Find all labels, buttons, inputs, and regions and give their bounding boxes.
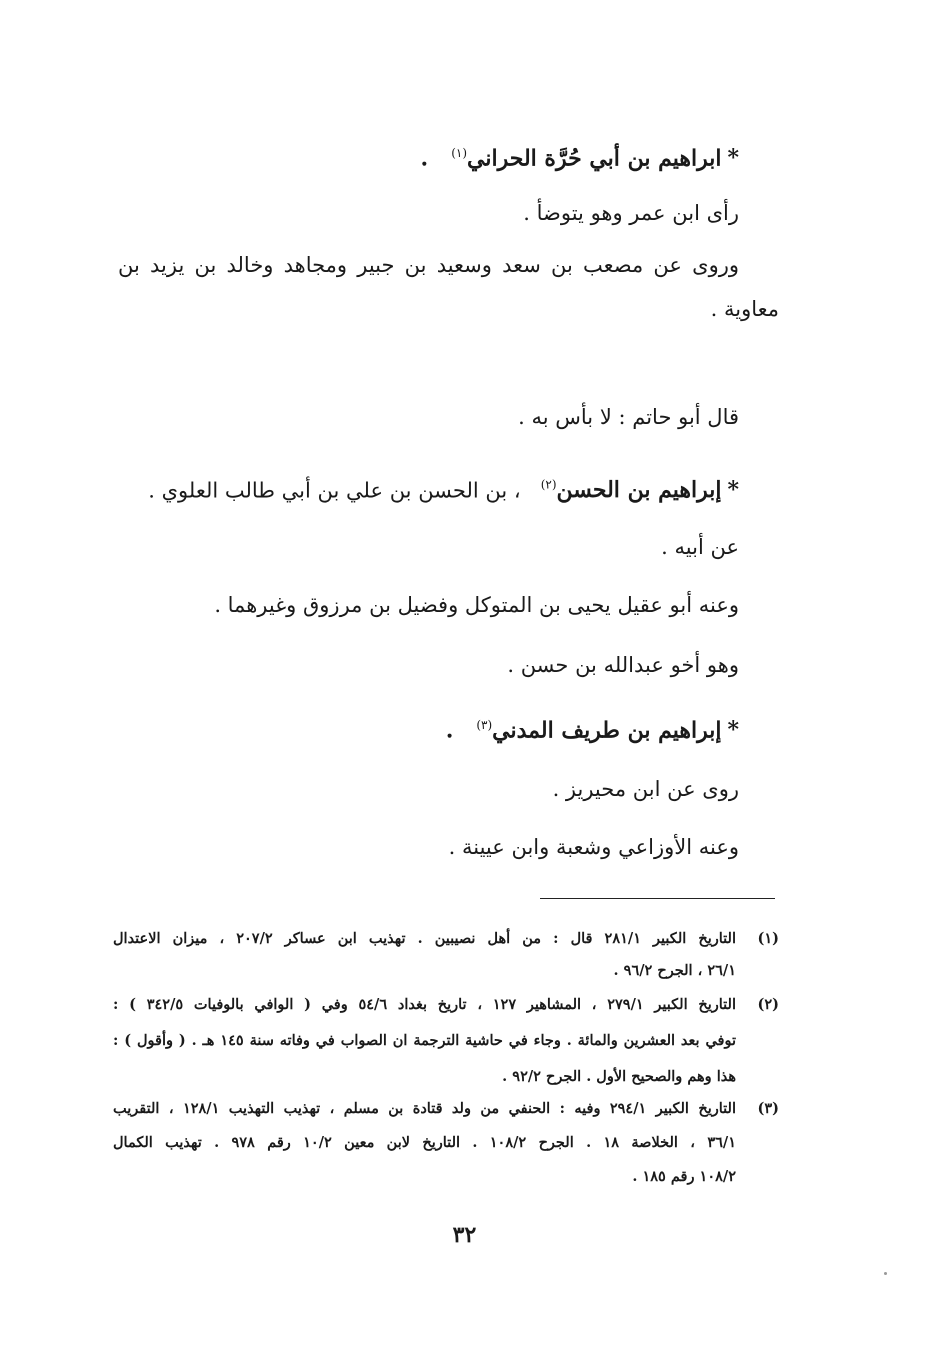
footnote-number: (٣) <box>757 1100 779 1117</box>
entry-star: * <box>727 717 739 744</box>
entry-rest: ، بن الحسن بن علي بن أبي طالب العلوي . <box>148 478 521 503</box>
footnote-line: التاريخ الكبير ٢٧٩/١ ، المشاهير ١٢٧ ، تاريخ بغداد ٥٤/٦ وفي ( الوافي بالوفيات ٣٤٢/٥ ) : <box>113 996 737 1013</box>
body-line: وعنه أبو عقيل يحيى بن المتوكل وفضيل بن مرزوق وغيرهما . <box>214 593 739 617</box>
footnote-line: توفي بعد العشرين والمائة . وجاء في حاشية الترجمة ان الصواب في وفاته سنة ١٤٥ هـ . ( وأقول ) : <box>113 1032 736 1049</box>
entry-star: * <box>727 477 739 504</box>
body-line: وعنه الأوزاعي وشعبة وابن عيينة . <box>448 835 739 859</box>
body-line: معاوية . <box>710 297 779 321</box>
footnote-ref: (١) <box>451 146 468 160</box>
body-line: روى عن ابن محيريز . <box>552 777 739 801</box>
footnote-line: التاريخ الكبير ٢٩٤/١ وفيه : الحنفي من ولد قتادة بن مسلم ، تهذيب التهذيب ١٢٨/١ ، التقريب <box>113 1100 736 1117</box>
entry-heading-3 <box>446 710 739 745</box>
footnote-line: هذا وهم والصحيح الأول . الجرح ٩٢/٢ . <box>502 1068 736 1085</box>
entry-end: . <box>420 145 429 172</box>
entry-heading-1 <box>421 138 739 173</box>
entry-name: إبراهيم بن الحسن <box>556 477 722 504</box>
footnote-number: (٢) <box>757 996 779 1013</box>
body-line: عن أبيه . <box>661 535 739 559</box>
footnote-ref: (٣) <box>476 718 493 732</box>
footnote-ref: (٢) <box>540 478 557 492</box>
entry-end: . <box>445 717 454 744</box>
footnote-number: (١) <box>757 930 779 947</box>
footnote-line: التاريخ الكبير ٢٨١/١ قال : من أهل نصيبين . تهذيب ابن عساكر ٢٠٧/٢ ، ميزان الاعتدال <box>113 930 736 947</box>
entry-heading-2 <box>148 470 739 505</box>
footnote-line: ٣٦/١ ، الخلاصة ١٨ . الجرح ١٠٨/٢ . التاريخ لابن معين ١٠/٢ رقم ٩٧٨ . تهذيب الكمال <box>113 1134 736 1151</box>
entry-name: ابراهيم بن أبي حُرَّة الحراني <box>467 145 722 172</box>
scan-speck <box>884 1272 887 1275</box>
body-line: وروى عن مصعب بن سعد وسعيد بن جبير ومجاهد وخالد بن يزيد بن <box>118 253 739 277</box>
body-line: رأى ابن عمر وهو يتوضأ . <box>523 201 739 225</box>
entry-name: إبراهيم بن طريف المدني <box>492 717 722 744</box>
body-line: قال أبو حاتم : لا بأس به . <box>518 405 739 429</box>
footnote-line: ٢٦/١ ، الجرح ٩٦/٢ . <box>613 962 736 979</box>
body-line: وهو أخو عبدالله بن حسن . <box>507 653 739 677</box>
page-number: ٣٢ <box>452 1222 477 1248</box>
entry-star: * <box>727 145 739 172</box>
footnote-line: ١٠٨/٢ رقم ١٨٥ . <box>632 1168 736 1185</box>
footnote-separator <box>540 898 775 899</box>
